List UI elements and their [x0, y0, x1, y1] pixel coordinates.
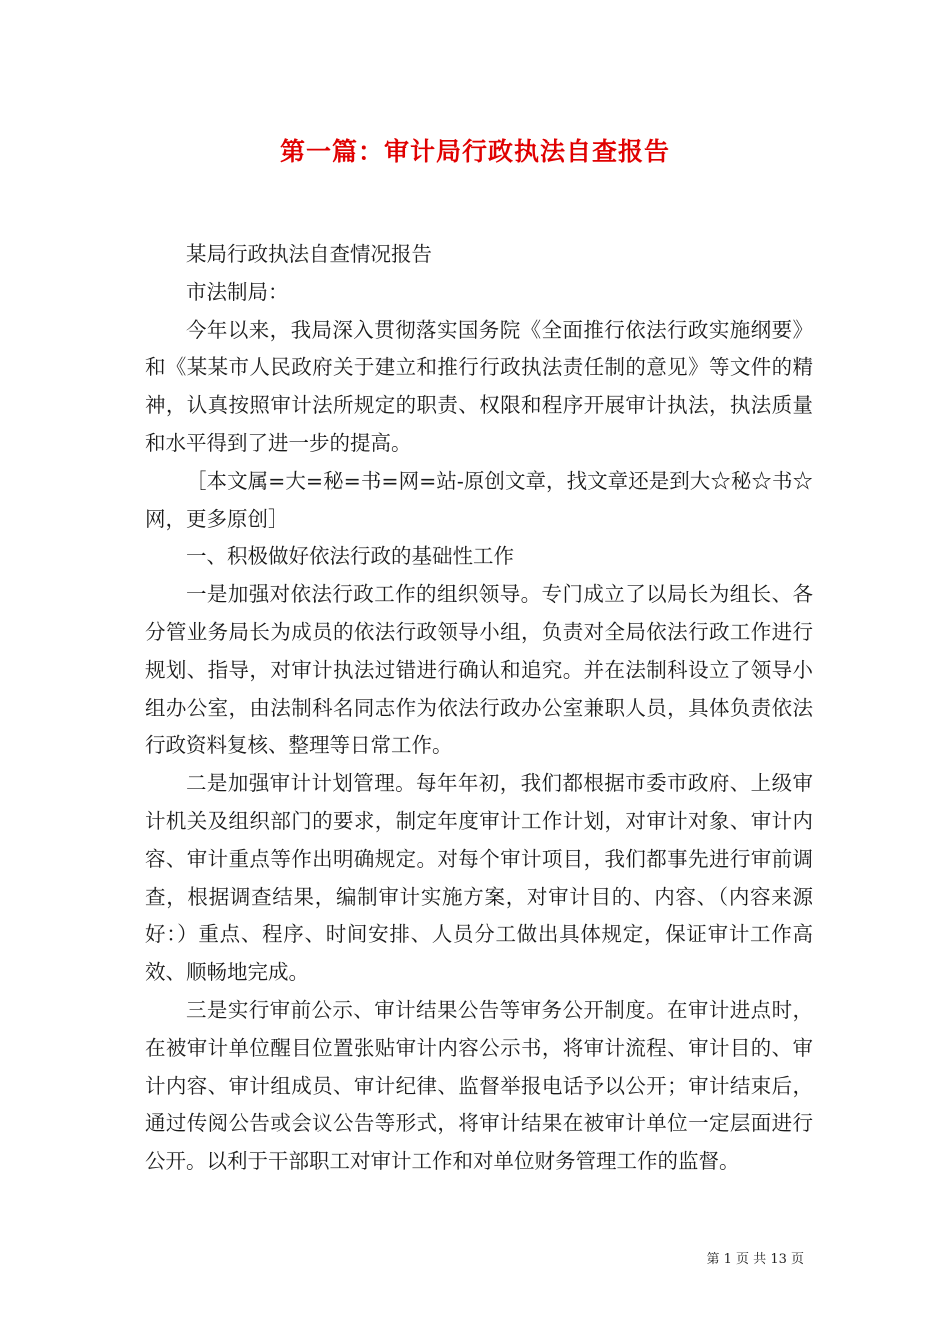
- source-note: ［本文属=大=秘=书=网=站-原创文章，找文章还是到大☆秘☆书☆网，更多原创］: [145, 468, 813, 531]
- paragraph-item-2: 二是加强审计计划管理。每年年初，我们都根据市委市政府、上级审计机关及组织部门的要求，制定年度审计工作计划，对审计对象、审计内容、审计重点等作出明确规定。对每个审计项目，我们都事先进行审前调查，根据调查结果，编制审计实施方案，对审计目的、内容、（内容来源好：）重点、程序、时间安排、人员分工做出具体规定，保证审计工作高效、顺畅地完成。: [145, 771, 813, 985]
- salutation: 市法制局：: [186, 279, 289, 304]
- page-number: 第 1 页 共 13 页: [706, 1252, 804, 1267]
- page-title: 第一篇：审计局行政执法自查报告: [279, 137, 670, 166]
- paragraph-item-3: 三是实行审前公示、审计结果公告等审务公开制度。在审计进点时，在被审计单位醒目位置张贴审计内容公示书，将审计流程、审计目的、审计内容、审计组成员、审计纪律、监督举报电话予以公开；审计结束后，通过传阅公告或会议公告等形式，将审计结果在被审计单位一定层面进行公开。以利于干部职工对审计工作和对单位财务管理工作的监督。: [145, 997, 813, 1174]
- document-body: [145, 236, 813, 1181]
- report-heading: 某局行政执法自查情况报告: [186, 242, 432, 266]
- intro-paragraph: 今年以来，我局深入贯彻落实国务院《全面推行依法行政实施纲要》和《某某市人民政府关于建立和推行行政执法责任制的意见》等文件的精神，认真按照审计法所规定的职责、权限和程序开展审计执法，执法质量和水平得到了进一步的提高。: [145, 317, 813, 455]
- section-heading-1: 一、积极做好依法行政的基础性工作: [186, 544, 514, 569]
- paragraph-item-1: 一是加强对依法行政工作的组织领导。专门成立了以局长为组长、各分管业务局长为成员的依法行政领导小组，负责对全局依法行政工作进行规划、指导，对审计执法过错进行确认和追究。并在法制科设立了领导小组办公室，由法制科名同志作为依法行政办公室兼职人员，具体负责依法行政资料复核、整理等日常工作。: [145, 582, 813, 758]
